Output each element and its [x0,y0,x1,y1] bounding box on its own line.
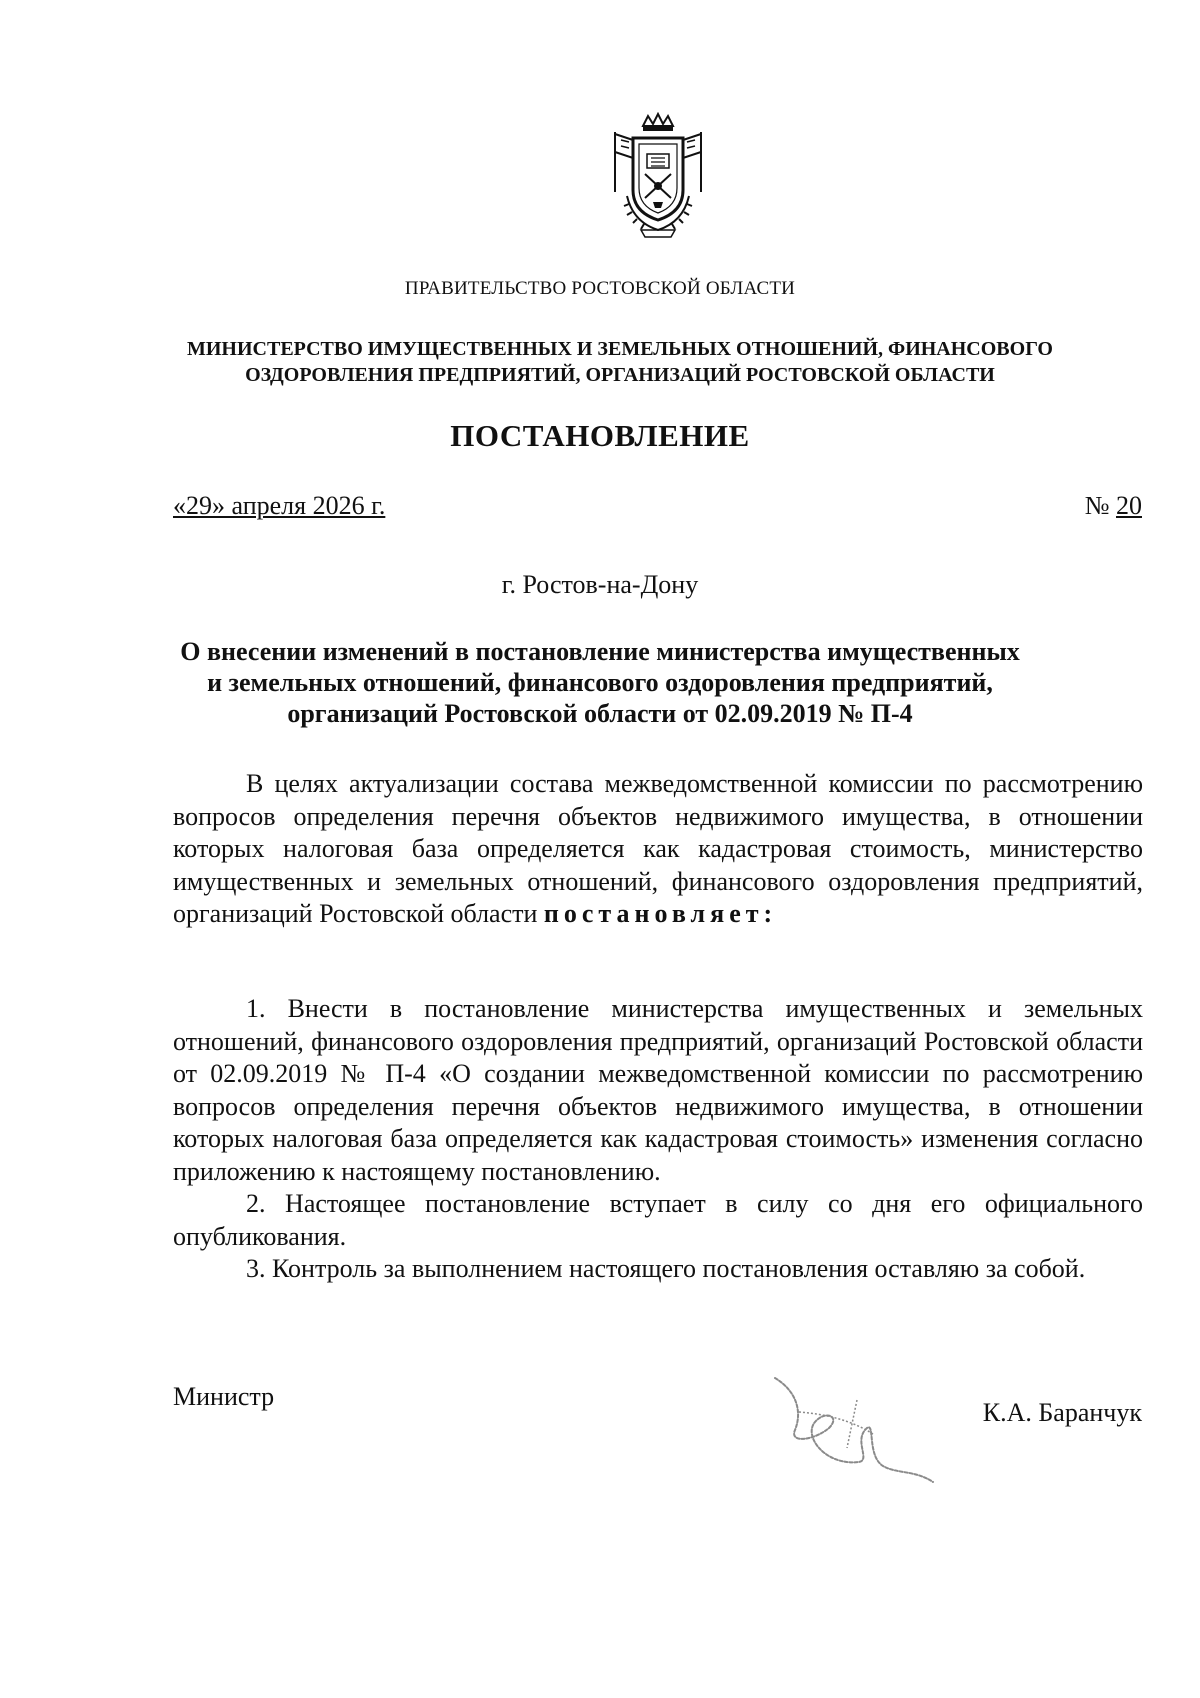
document-city: г. Ростов-на-Дону [501,570,699,599]
preamble-paragraph [173,768,1143,931]
document-type: ПОСТАНОВЛЕНИЕ [450,418,750,453]
document-subject [170,636,1030,729]
resolve-word: постановляет: [543,899,778,928]
subject-line-3: организаций Ростовской области от 02.09.2019 № П-4 [287,699,913,728]
document-number [1085,491,1142,521]
preamble-text: В целях актуализации состава межведомственной комиссии по рассмотрению вопросов определения перечня объектов недвижимого имущества, в отношении которых налоговая база определяется как кадастровая стоимость, министерство имущественных и земельных отношений, финансового оздоровления предприятий, организаций Ростовской области [173,769,1143,928]
document-number-value: 20 [1116,491,1142,520]
ministry-name-line-1: МИНИСТЕРСТВО ИМУЩЕСТВЕННЫХ И ЗЕМЕЛЬНЫХ ОТНОШЕНИЙ, ФИНАНСОВОГО [186,338,1053,360]
document-number-prefix: № [1084,491,1116,520]
preamble [173,768,1143,931]
resolution-item-2: 2. Настоящее постановление вступает в силу со дня его официального опубликования. [173,1189,1143,1251]
signer-name: К.А. Баранчук [982,1398,1142,1427]
document-date: «29» апреля 2026 г. [173,491,386,520]
resolution-items [173,993,1143,1286]
ministry-name [120,336,1120,388]
handwritten-signature [755,1370,965,1490]
ministry-name-line-2: ОЗДОРОВЛЕНИЯ ПРЕДПРИЯТИЙ, ОРГАНИЗАЦИЙ РОСТОВСКОЙ ОБЛАСТИ [245,364,995,386]
resolution-item-1: 1. Внести в постановление министерства имущественных и земельных отношений, финансового оздоровления предприятий, организаций Ростовской области от 02.09.2019 № П-4 «О создании межведомственной комиссии по рассмотрению вопросов определения перечня объектов недвижимого имущества, в отношении которых налоговая база определяется как кадастровая стоимость» изменения согласно приложению к настоящему постановлению. [173,994,1143,1186]
subject-line-1: О внесении изменений в постановление министерства имущественных [180,637,1020,666]
signer-title: Министр [173,1382,275,1411]
resolution-item-3: 3. Контроль за выполнением настоящего постановления оставляю за собой. [246,1254,1086,1283]
subject-line-2: и земельных отношений, финансового оздоровления предприятий, [207,668,993,697]
government-name: ПРАВИТЕЛЬСТВО РОСТОВСКОЙ ОБЛАСТИ [404,278,796,299]
coat-of-arms-icon [603,112,713,240]
